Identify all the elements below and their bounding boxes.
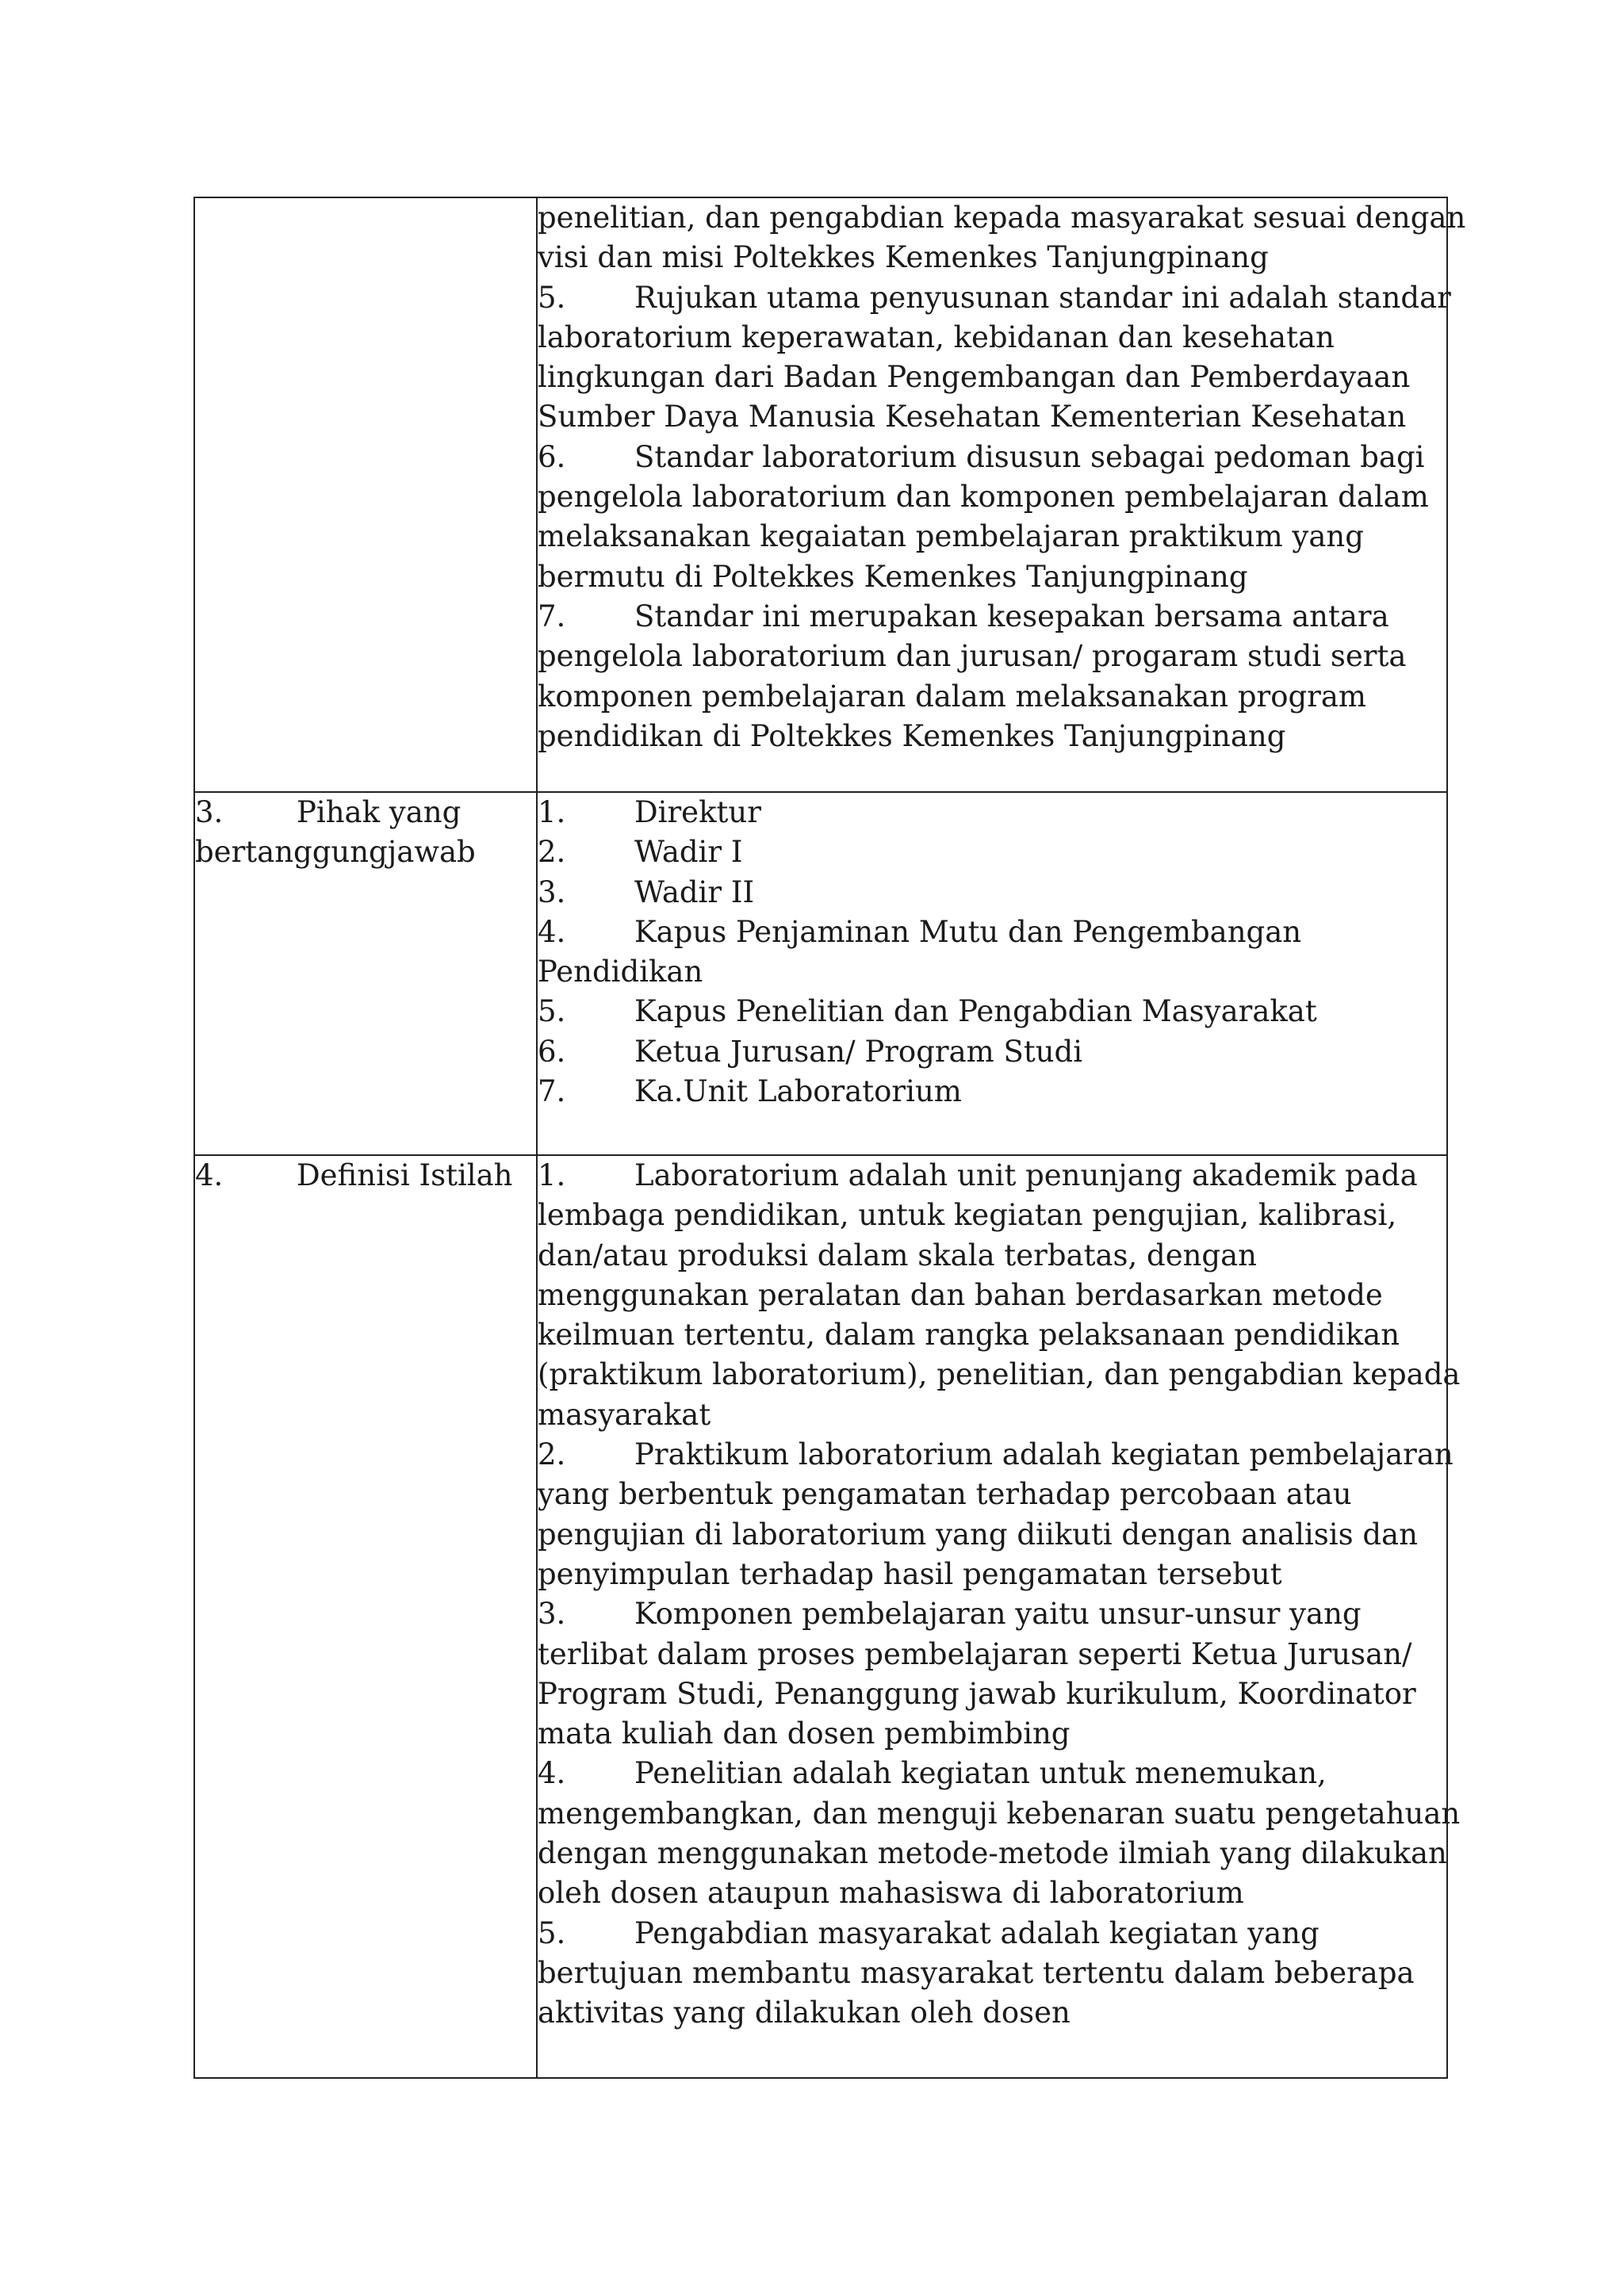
line-text: Komponen pembelajaran yaitu unsur-unsur yang xyxy=(634,1597,1362,1632)
content-line xyxy=(538,1276,1446,1315)
line-text: Sumber Daya Manusia Kesehatan Kementerian Kesehatan xyxy=(538,400,1407,434)
list-number: 5. xyxy=(538,280,566,315)
line-text: mengembangkan, dan menguji kebenaran suatu pengetahuan xyxy=(538,1796,1461,1831)
line-text: pengelola laboratorium dan jurusan/ progaram studi serta xyxy=(538,639,1407,674)
line-text: Program Studi, Penanggung jawab kurikulum, Koordinator xyxy=(538,1676,1416,1711)
content-line xyxy=(538,873,1446,913)
line-text: bermutu di Poltekkes Kemenkes Tanjungpinang xyxy=(538,559,1248,594)
content-line xyxy=(538,1435,1454,1475)
line-text: pengujian di laboratorium yang diikuti dengan analisis dan xyxy=(538,1517,1418,1552)
content-line xyxy=(538,992,1446,1031)
content-line xyxy=(538,278,1451,318)
content-line xyxy=(538,1515,1446,1555)
row-content-cell xyxy=(537,1155,1461,2078)
list-number: 6. xyxy=(538,439,566,474)
content-line xyxy=(538,952,1446,992)
list-number: 5. xyxy=(538,1915,566,1950)
row-label-line xyxy=(195,832,536,872)
line-text: terlibat dalam proses pembelajaran seperti Ketua Jurusan/ xyxy=(538,1636,1412,1671)
list-number: 5. xyxy=(538,994,566,1029)
content-line xyxy=(538,1355,1461,1395)
content-line xyxy=(538,637,1446,676)
table-row-definisi xyxy=(194,1155,1447,2078)
list-number: 7. xyxy=(538,1074,566,1109)
content-line xyxy=(538,1873,1446,1913)
line-text: visi dan misi Poltekkes Kemenkes Tanjungpinang xyxy=(538,240,1269,275)
line-text: Laboratorium adalah unit penunjang akademik pada xyxy=(634,1158,1418,1192)
line-text: oleh dosen ataupun mahasiswa di laboratorium xyxy=(538,1876,1244,1911)
content-line xyxy=(538,1754,1446,1793)
content-line xyxy=(538,438,1446,477)
line-text: pengelola laboratorium dan komponen pembelajaran dalam xyxy=(538,480,1429,515)
content-line xyxy=(538,517,1446,557)
line-text: komponen pembelajaran dalam melaksanakan program xyxy=(538,679,1367,714)
line-text: yang berbentuk pengamatan terhadap percobaan atau xyxy=(538,1477,1352,1512)
list-number: 2. xyxy=(538,1437,566,1472)
line-text: Rujukan utama penyusunan standar ini adalah standar xyxy=(634,280,1451,315)
row-label-number: 3. xyxy=(195,795,224,829)
line-text: dengan menggunakan metode-metode ilmiah yang dilakukan xyxy=(538,1836,1447,1871)
line-text: Ka.Unit Laboratorium xyxy=(634,1074,962,1109)
line-text: penyimpulan terhadap hasil pengamatan tersebut xyxy=(538,1556,1282,1591)
list-number: 2. xyxy=(538,835,566,870)
content-line xyxy=(538,677,1446,717)
table-row-continuation xyxy=(194,197,1447,792)
row-label-text: bertanggungjawab xyxy=(195,835,476,870)
line-text: Kapus Penjaminan Mutu dan Pengembangan xyxy=(634,914,1302,949)
content-line xyxy=(538,1196,1446,1235)
line-text: (praktikum laboratorium), penelitian, dan pengabdian kepada xyxy=(538,1357,1461,1392)
content-line xyxy=(538,1794,1461,1834)
content-line xyxy=(538,1674,1446,1714)
line-text: penelitian, dan pengabdian kepada masyarakat sesuai dengan xyxy=(538,201,1466,235)
line-text: melaksanakan kegaiatan pembelajaran praktikum yang xyxy=(538,519,1364,554)
line-text: masyarakat xyxy=(538,1397,711,1432)
content-line xyxy=(538,318,1446,358)
line-text: Wadir I xyxy=(634,835,743,870)
list-number: 1. xyxy=(538,795,566,829)
line-text: dan/atau produksi dalam skala terbatas, dengan xyxy=(538,1238,1258,1272)
row-label-line xyxy=(195,1156,536,1196)
row-label-line xyxy=(195,793,536,832)
content-line xyxy=(538,358,1446,397)
content-line xyxy=(538,717,1446,756)
standard-table xyxy=(193,197,1466,2079)
line-text: Direktur xyxy=(634,795,761,829)
line-text: bertujuan membantu masyarakat tertentu dalam beberapa xyxy=(538,1955,1415,1990)
content-line xyxy=(538,477,1446,517)
list-number: 4. xyxy=(538,1756,566,1791)
list-number: 1. xyxy=(538,1158,566,1192)
line-text: Standar ini merupakan kesepakan bersama antara xyxy=(634,599,1389,633)
content-line xyxy=(538,1236,1446,1276)
row-content-cell xyxy=(537,792,1447,1155)
list-number: 4. xyxy=(538,914,566,949)
content-line xyxy=(538,1834,1446,1873)
line-text: aktivitas yang dilakukan oleh dosen xyxy=(538,1996,1071,2030)
content-line xyxy=(538,238,1446,277)
line-text: Standar laboratorium disusun sebagai pedoman bagi xyxy=(634,439,1425,474)
content-line xyxy=(538,1594,1446,1634)
content-line xyxy=(538,1156,1446,1196)
line-text: laboratorium keperawatan, kebidanan dan kesehatan xyxy=(538,320,1335,354)
line-text: Wadir II xyxy=(634,874,755,909)
content-line xyxy=(538,557,1446,597)
list-number: 7. xyxy=(538,599,566,633)
line-text: lembaga pendidikan, untuk kegiatan pengujian, kalibrasi, xyxy=(538,1198,1397,1233)
content-line xyxy=(538,1714,1446,1754)
line-text: Pengabdian masyarakat adalah kegiatan yang xyxy=(634,1915,1320,1950)
content-line xyxy=(538,597,1446,637)
line-text: mata kuliah dan dosen pembimbing xyxy=(538,1716,1071,1751)
line-text: Pendidikan xyxy=(538,955,703,989)
content-line xyxy=(538,913,1446,952)
line-text: lingkungan dari Badan Pengembangan dan Pemberdayaan xyxy=(538,360,1411,395)
line-text: menggunakan peralatan dan bahan berdasarkan metode xyxy=(538,1277,1383,1312)
content-line xyxy=(538,1954,1446,1993)
content-line xyxy=(538,793,1446,832)
content-line xyxy=(538,1315,1446,1355)
content-line xyxy=(538,397,1446,437)
row-label-cell xyxy=(194,1155,537,2078)
row-label-cell xyxy=(194,792,537,1155)
content-line xyxy=(538,1072,1446,1112)
row-label-text: Pihak yang xyxy=(297,795,462,829)
content-line xyxy=(538,1555,1446,1594)
line-text: Penelitian adalah kegiatan untuk menemukan, xyxy=(634,1756,1327,1791)
line-text: Kapus Penelitian dan Pengabdian Masyarakat xyxy=(634,994,1317,1029)
row-content-cell xyxy=(537,197,1466,792)
row-label-cell xyxy=(194,197,537,792)
row-label-text: Definisi Istilah xyxy=(297,1158,513,1192)
content-line xyxy=(538,1395,1446,1435)
content-line xyxy=(538,832,1446,872)
line-text: Praktikum laboratorium adalah kegiatan pembelajaran xyxy=(634,1437,1454,1472)
row-label-number: 4. xyxy=(195,1158,224,1192)
content-line xyxy=(538,1475,1446,1514)
list-number: 3. xyxy=(538,1597,566,1632)
content-line xyxy=(538,1993,1446,2033)
table-row-pihak xyxy=(194,792,1447,1155)
content-line xyxy=(538,1914,1446,1954)
line-text: Ketua Jurusan/ Program Studi xyxy=(634,1034,1083,1069)
content-line xyxy=(538,1635,1446,1674)
line-text: keilmuan tertentu, dalam rangka pelaksanaan pendidikan xyxy=(538,1318,1400,1353)
line-text: pendidikan di Poltekkes Kemenkes Tanjungpinang xyxy=(538,718,1286,753)
content-line xyxy=(538,1032,1446,1072)
content-line xyxy=(538,198,1466,238)
list-number: 6. xyxy=(538,1034,566,1069)
list-number: 3. xyxy=(538,874,566,909)
